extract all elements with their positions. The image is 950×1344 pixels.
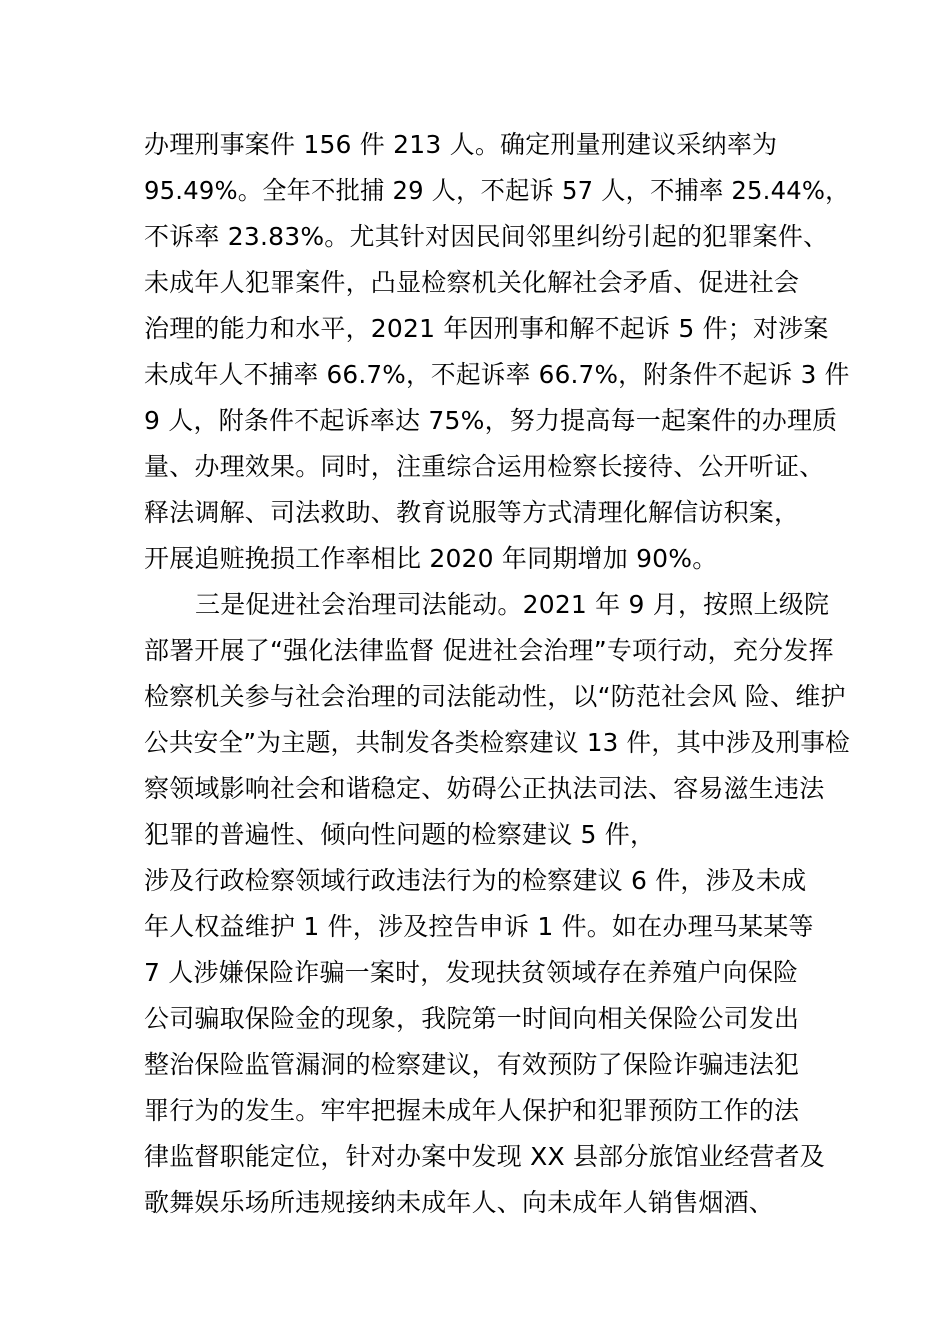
text-line: 未成年人不捕率 66.7%，不起诉率 66.7%，附条件不起诉 3 件	[144, 360, 850, 389]
text-line: 9 人，附条件不起诉率达 75%，努力提高每一起案件的办理质	[144, 406, 838, 435]
text-line: 察领域影响社会和谐稳定、妨碍公正执法司法、容易滋生违法	[144, 774, 825, 803]
text-line: 未成年人犯罪案件，凸显检察机关化解社会矛盾、促进社会	[144, 268, 800, 297]
text-line: 开展追赃挽损工作率相比 2020 年同期增加 90%。	[144, 544, 718, 573]
text-line: 年人权益维护 1 件，涉及控告申诉 1 件。如在办理马某某等	[144, 912, 814, 941]
text-line: 公共安全”为主题，共制发各类检察建议 13 件，其中涉及刑事检	[144, 728, 850, 757]
text-line: 部署开展了“强化法律监督 促进社会治理”专项行动，充分发挥	[144, 636, 834, 665]
text-line: 歌舞娱乐场所违规接纳未成年人、向未成年人销售烟酒、	[144, 1188, 775, 1217]
text-line: 整治保险监管漏洞的检察建议，有效预防了保险诈骗违法犯	[144, 1050, 800, 1079]
text-line: 检察机关参与社会治理的司法能动性，以“防范社会风 险、维护	[144, 682, 846, 711]
text-line: 律监督职能定位，针对办案中发现 XX 县部分旅馆业经营者及	[144, 1142, 825, 1171]
text-line: 犯罪的普遍性、倾向性问题的检察建议 5 件，	[144, 820, 656, 849]
text-line: 释法调解、司法救助、教育说服等方式清理化解信访积案，	[144, 498, 800, 527]
text-line: 涉及行政检察领域行政违法行为的检察建议 6 件，涉及未成	[144, 866, 807, 895]
text-line: 不诉率 23.83%。尤其针对因民间邻里纠纷引起的犯罪案件、	[144, 222, 829, 251]
text-line: 办理刑事案件 156 件 213 人。确定刑量刑建议采纳率为	[144, 130, 778, 159]
text-line: 罪行为的发生。牢牢把握未成年人保护和犯罪预防工作的法	[144, 1096, 800, 1125]
text-line: 量、办理效果。同时，注重综合运用检察长接待、公开听证、	[144, 452, 825, 481]
text-line: 95.49%。全年不批捕 29 人，不起诉 57 人，不捕率 25.44%，	[144, 176, 850, 205]
text-line: 治理的能力和水平，2021 年因刑事和解不起诉 5 件；对涉案	[144, 314, 829, 343]
text-line: 公司骗取保险金的现象，我院第一时间向相关保险公司发出	[144, 1004, 800, 1033]
text-line: 7 人涉嫌保险诈骗一案时，发现扶贫领域存在养殖户向保险	[144, 958, 799, 987]
paragraph-start-line: 三是促进社会治理司法能动。2021 年 9 月，按照上级院	[195, 590, 830, 619]
